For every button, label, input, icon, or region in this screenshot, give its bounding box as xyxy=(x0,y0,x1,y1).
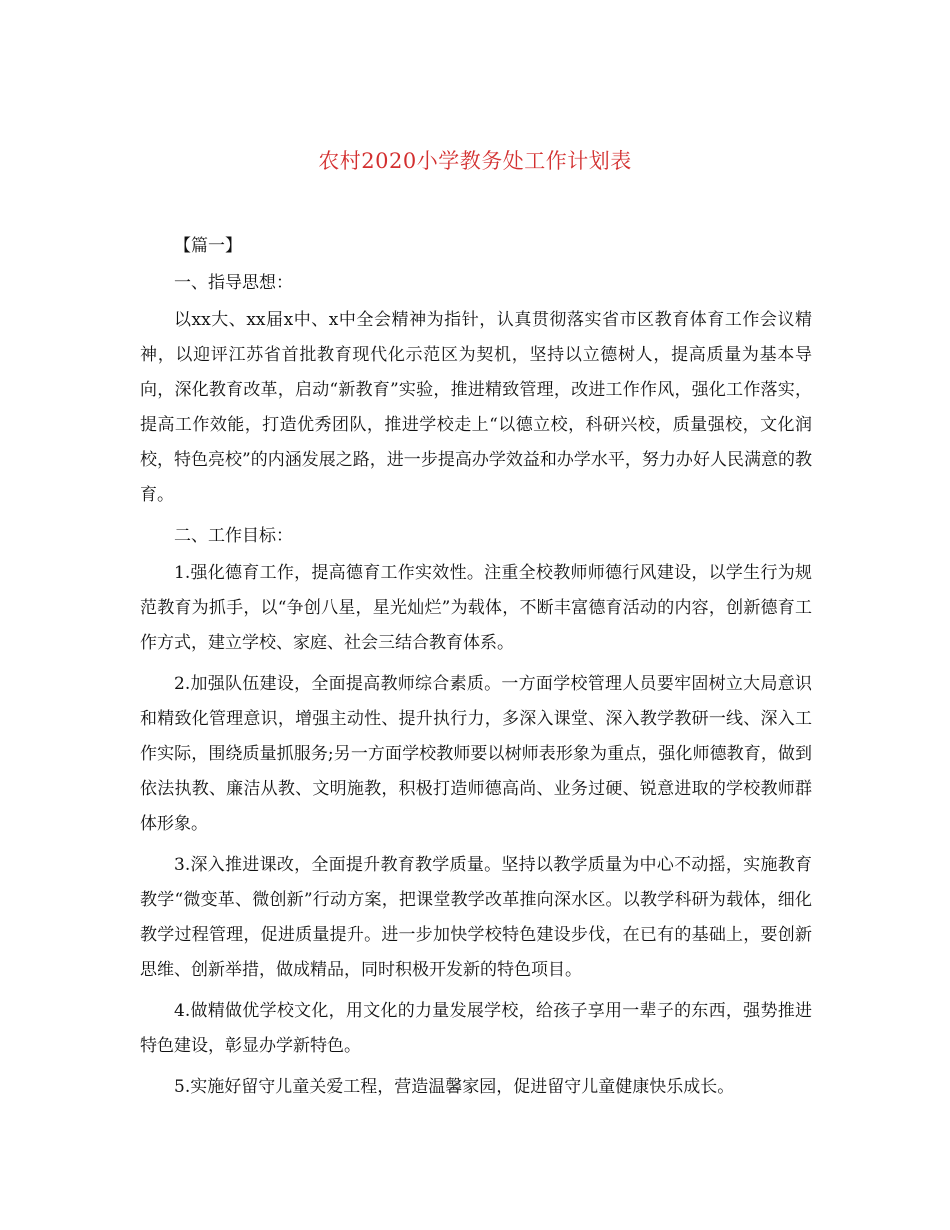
section-heading-guiding-thought: 一、指导思想： xyxy=(174,273,293,293)
paragraph-goal-1: 1.强化德育工作，提高德育工作实效性。注重全校教师师德行风建设，以学生行为规范教育为抓手，以“争创八星，星光灿烂”为载体，不断丰富德育活动的内容，创新德育工作方式，建立学校、家庭、社会三结合教育体系。 xyxy=(140,563,812,653)
paragraph-goal-5: 5.实施好留守儿童关爱工程，营造温馨家园，促进留守儿童健康快乐成长。 xyxy=(174,1077,735,1097)
paragraph-goal-2: 2.加强队伍建设，全面提高教师综合素质。一方面学校管理人员要牢固树立大局意识和精致化管理意识，增强主动性、提升执行力，多深入课堂、深入教学教研一线、深入工作实际，围绕质量抓服务;另一方面学校教师要以树师表形象为重点，强化师德教育，做到依法执教、廉洁从教、文明施教，积极打造师德高尚、业务过硬、锐意进取的学校教师群体形象。 xyxy=(140,674,812,834)
document-title: 农村2020小学教务处工作计划表 xyxy=(318,149,632,173)
paragraph-goal-3: 3.深入推进课改，全面提升教育教学质量。坚持以教学质量为中心不动摇，实施教育教学“微变革、微创新”行动方案，把课堂教学改革推向深水区。以教学科研为载体，细化教学过程管理，促进质量提升。进一步加快学校特色建设步伐，在已有的基础上，要创新思维、创新举措，做成精品，同时积极开发新的特色项目。 xyxy=(140,855,812,980)
section-label: 【篇一】 xyxy=(174,236,242,256)
document-body xyxy=(140,229,812,1111)
paragraph-guiding-thought: 以xx大、xx届x中、x中全会精神为指针，认真贯彻落实省市区教育体育工作会议精神，以迎评江苏省首批教育现代化示范区为契机，坚持以立德树人，提高质量为基本导向，深化教育改革，启动“新教育”实验，推进精致管理，改进工作作风，强化工作落实，提高工作效能，打造优秀团队，推进学校走上“以德立校，科研兴校，质量强校，文化润校，特色亮校”的内涵发展之路，进一步提高办学效益和办学水平，努力办好人民满意的教育。 xyxy=(140,310,812,505)
section-heading-work-goals: 二、工作目标： xyxy=(174,526,293,546)
paragraph-goal-4: 4.做精做优学校文化，用文化的力量发展学校，给孩子享用一辈子的东西，强势推进特色建设，彰显办学新特色。 xyxy=(140,1001,812,1056)
